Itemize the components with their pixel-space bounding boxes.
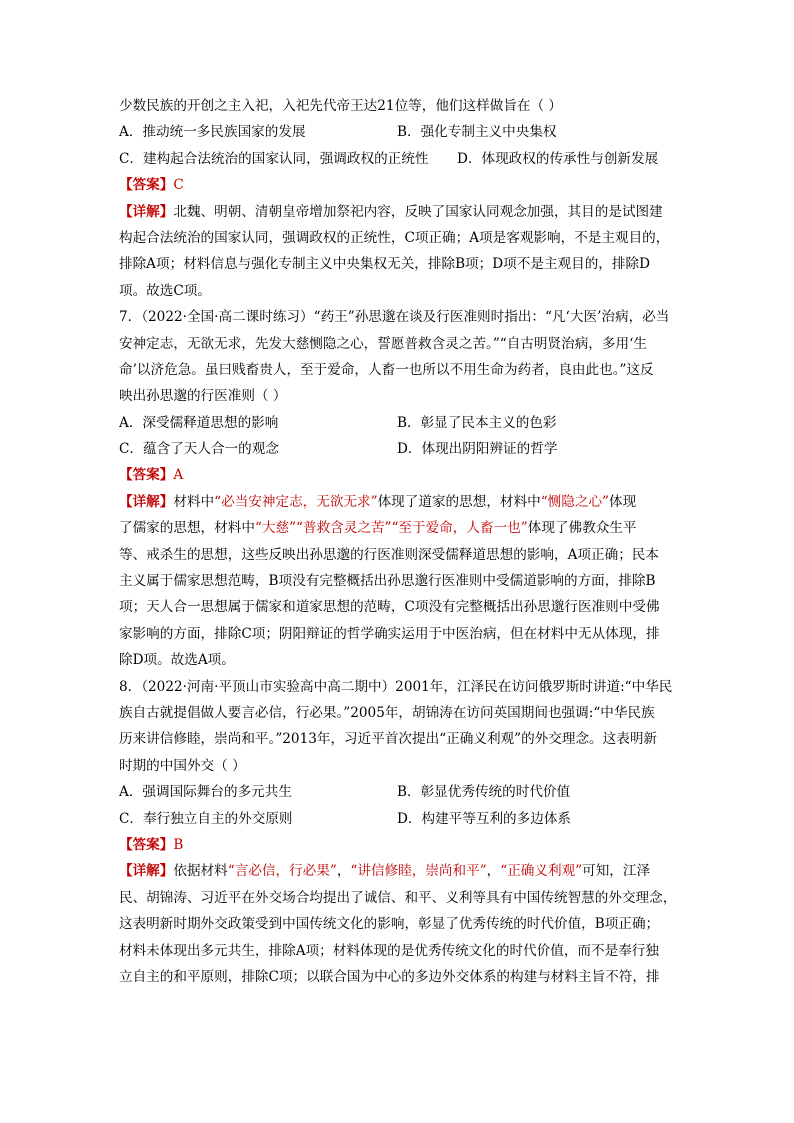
q7-detail-line: 除D项。故选A项。: [119, 652, 235, 669]
q7-option-c: C．蕴含了天人合一的观念: [119, 441, 279, 458]
q7-detail-line: 家影响的方面，排除C项；阴阳辩证的哲学确实运用于中医治病，但在材料中无从体现，排: [119, 625, 660, 642]
detail-text: ，: [336, 863, 351, 880]
q7-options-row-1: [119, 410, 679, 436]
q8-detail-line: 材料未体现出多元共生，排除A项；材料体现的是优秀传统文化的时代价值，而不是奉行独: [119, 942, 659, 959]
answer-value: B: [173, 836, 184, 853]
q6-detail-line: 排除A项；材料信息与强化专制主义中央集权无关，排除B项；D项不是主观目的，排除D: [119, 256, 650, 273]
detail-text: ，: [486, 863, 501, 880]
q7-stem-line: 安神定志，无欲无求，先发大慈恻隐之心，誓愿普救含灵之苦。”“自古明贤治病，多用‘生: [119, 335, 647, 352]
q6-option-b: B．强化专制主义中央集权: [397, 124, 557, 141]
q8-detail-line: 立自主的和平原则，排除C项；以联合国为中心的多边外交体系的构建与材料主旨不符，排: [119, 968, 660, 985]
q7-stem-line: 映出孙思邈的行医准则（ ）: [119, 388, 287, 405]
q6-detail-line: [119, 199, 679, 225]
q7-option-a: A．深受儒释道思想的影响: [119, 414, 279, 431]
quote-highlight: “恻隐之心”: [540, 493, 609, 510]
q8-options-row-1: [119, 779, 679, 805]
document-page: [119, 93, 679, 990]
q7-detail-line: 项；天人合一思想属于儒家和道家思想的范畴，C项没有完整概括出孙思邈行医准则中受佛: [119, 599, 660, 616]
q8-detail-line: [119, 858, 679, 884]
q8-stem-line: 8．（2022·河南·平顶山市实验高中高二期中）2001年，江泽民在访问俄罗斯时讲道:“中华民: [119, 678, 673, 695]
quote-highlight: “言必信，行必果”: [227, 863, 337, 880]
q7-detail-line: 主义属于儒家思想范畴，B项没有完整概括出孙思邈行医准则中受儒道影响的方面，排除B: [119, 573, 656, 590]
detail-text: 体现了道家的思想，材料中: [377, 493, 541, 510]
q6-answer: [119, 172, 679, 198]
q8-stem-line: 历来讲信修睦，崇尚和平。”2013年，习近平首次提出“正确义利观”的外交理念。这表明新: [119, 731, 658, 748]
q7-option-b: B．彰显了民本主义的色彩: [397, 414, 557, 431]
q8-detail-line: 这表明新时期外交政策受到中国传统文化的影响，彰显了优秀传统的时代价值，B项正确；: [119, 916, 660, 933]
q7-detail-line: [119, 489, 679, 515]
answer-tag: 【答案】: [119, 467, 174, 484]
detail-text: 依据材料: [173, 863, 228, 880]
detail-text: 体现: [609, 493, 637, 510]
q7-stem-line: 7．（2022·全国·高二课时练习）“药王”孙思邈在谈及行医准则时指出：“凡‘大医’治病，必当: [119, 309, 670, 326]
detail-tag: 【详解】: [119, 863, 174, 880]
q8-option-a: A．强调国际舞台的多元共生: [119, 784, 292, 801]
quote-highlight: “大慈”“普救含灵之苦”“至于爱命，人畜一也”: [254, 520, 528, 537]
q6-options-row-1: [119, 119, 679, 145]
q8-option-d: D．构建平等互利的多边体系: [397, 810, 572, 827]
q8-stem-line: 族自古就提倡做人要言必信，行必果。”2005年，胡锦涛在访问英国期间也强调:“中华民族: [119, 704, 655, 721]
answer-tag: 【答案】: [119, 836, 174, 853]
q6-detail-line: 构起合法统治的国家认同，强调政权的正统性，C项正确；A项是客观影响，不是主观目的，: [119, 229, 670, 246]
q8-options-row-2: [119, 806, 679, 832]
quote-highlight: “必当安神定志，无欲无求”: [214, 493, 378, 510]
q7-stem-line: 命’以济危急。虽曰贱畜贵人，至于爱命，人畜一也所以不用生命为药者，良由此也。”这反: [119, 361, 654, 378]
q6-detail-line: 项。故选C项。: [119, 282, 211, 299]
q6-stem-line: 少数民族的开创之主入祀，入祀先代帝王达21位等，他们这样做旨在（ ）: [119, 98, 563, 114]
q6-option-a: A．推动统一多民族国家的发展: [119, 124, 306, 141]
q8-detail-line: 民、胡锦涛、习近平在外交场合均提出了诚信、和平、义利等具有中国传统智慧的外交理念，: [119, 889, 677, 906]
quote-highlight: “讲信修睦，崇尚和平”: [350, 863, 487, 880]
answer-value: C: [173, 177, 184, 194]
q7-option-d: D．体现出阴阳辨证的哲学: [397, 441, 558, 458]
detail-tag: 【详解】: [119, 493, 174, 510]
detail-text: 体现了佛教众生平: [527, 520, 637, 537]
detail-text: 材料中: [173, 493, 215, 510]
q6-option-c: C．建构起合法统治的国家认同，强调政权的正统性: [119, 150, 429, 167]
q7-options-row-2: [119, 436, 679, 462]
q7-detail-line: 等、戒杀生的思想，这些反映出孙思邈的行医准则深受儒释道思想的影响，A项正确；民本: [119, 546, 659, 563]
q6-detail-text: 北魏、明朝、清朝皇帝增加祭祀内容，反映了国家认同观念加强，其目的是试图建: [173, 203, 663, 220]
q8-stem-line: 时期的中国外交（ ）: [119, 757, 246, 774]
q7-detail-line: [119, 515, 679, 541]
answer-value: A: [173, 467, 184, 484]
detail-text: 可知，江泽: [582, 863, 651, 880]
quote-highlight: “正确义利观”: [500, 863, 583, 880]
detail-tag: 【详解】: [119, 203, 174, 220]
q6-option-d: D．体现政权的传承性与创新发展: [457, 150, 659, 167]
q8-answer: [119, 832, 679, 858]
q6-options-row-2: [119, 146, 679, 172]
q7-answer: [119, 462, 679, 488]
answer-tag: 【答案】: [119, 177, 174, 194]
q8-option-b: B．彰显优秀传统的时代价值: [397, 784, 571, 801]
q8-option-c: C．奉行独立自主的外交原则: [119, 810, 293, 827]
detail-text: 了儒家的思想，材料中: [119, 520, 255, 537]
